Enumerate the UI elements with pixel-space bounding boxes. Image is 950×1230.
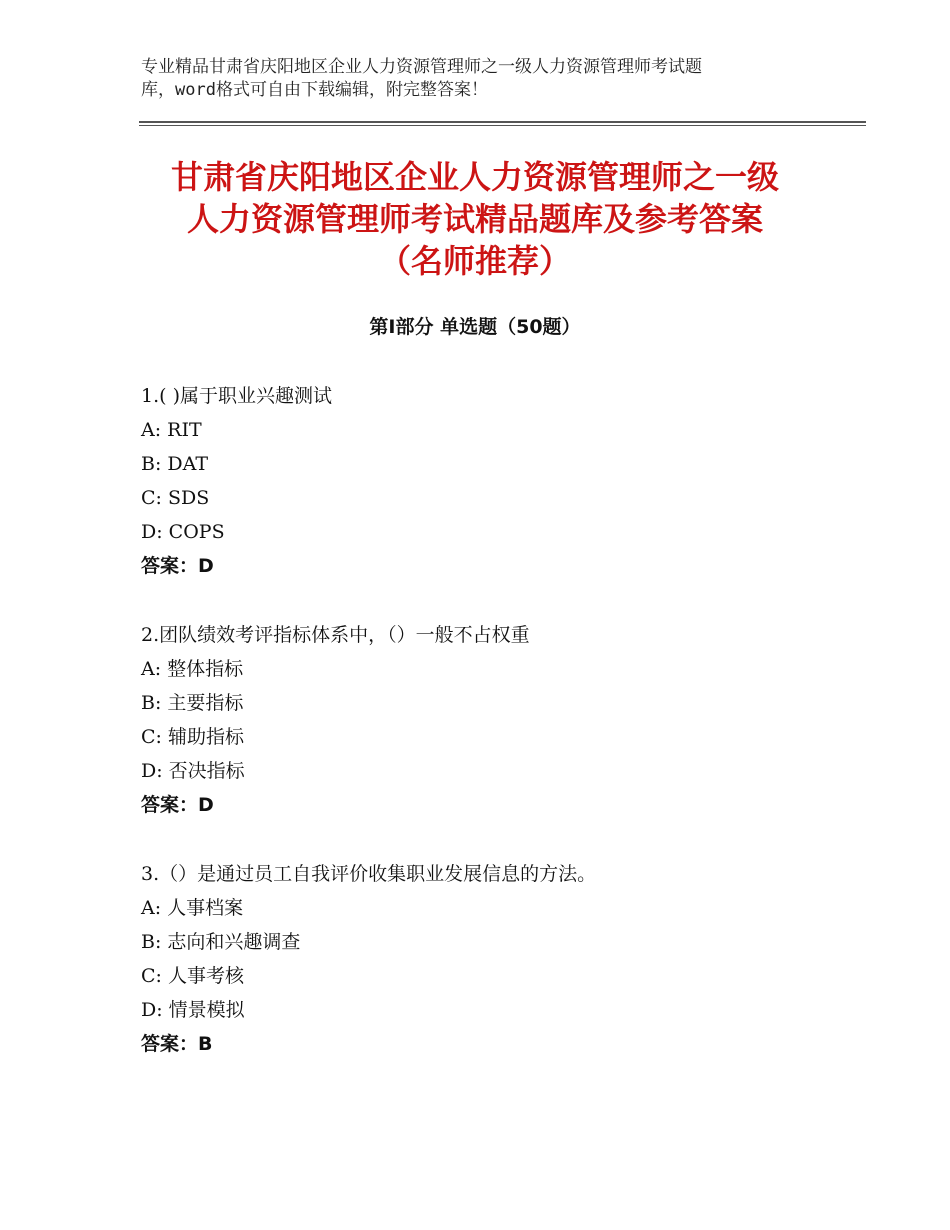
question-text: 3.（）是通过员工自我评价收集职业发展信息的方法。 — [141, 863, 597, 885]
title-line-2: 人力资源管理师考试精品题库及参考答案 — [186, 200, 763, 238]
title-line-1: 甘肃省庆阳地区企业人力资源管理师之一级 — [170, 158, 779, 196]
question-3 — [141, 857, 841, 1061]
section-heading: 第Ⅰ部分 单选题（50题） — [369, 316, 581, 338]
header-divider-thick — [139, 121, 866, 123]
option-b: B: 主要指标 — [141, 692, 244, 714]
answer: 答案：B — [141, 1033, 213, 1055]
option-a: A: 整体指标 — [141, 658, 244, 680]
option-d: D: 情景模拟 — [141, 999, 245, 1021]
option-a: A: 人事档案 — [141, 897, 244, 919]
option-a: A: RIT — [141, 419, 202, 441]
header-note-line-2: 库，word格式可自由下载编辑，附完整答案！ — [141, 80, 488, 100]
option-b: B: DAT — [141, 453, 208, 475]
option-c: C: 人事考核 — [141, 965, 244, 987]
option-c: C: SDS — [141, 487, 210, 509]
answer: 答案：D — [141, 794, 214, 816]
option-d: D: 否决指标 — [141, 760, 245, 782]
question-2 — [141, 618, 841, 822]
option-c: C: 辅助指标 — [141, 726, 244, 748]
question-text: 2.团队绩效考评指标体系中，（）一般不占权重 — [141, 624, 530, 646]
header-note — [141, 56, 801, 102]
answer: 答案：D — [141, 555, 214, 577]
question-1 — [141, 379, 841, 583]
option-b: B: 志向和兴趣调查 — [141, 931, 301, 953]
header-note-line-1: 专业精品甘肃省庆阳地区企业人力资源管理师之一级人力资源管理师考试题 — [141, 57, 702, 77]
question-text: 1.( )属于职业兴趣测试 — [141, 385, 332, 407]
title-line-3: （名师推荐） — [378, 242, 571, 280]
header-divider-thin — [139, 125, 866, 126]
document-title — [100, 156, 850, 282]
option-d: D: COPS — [141, 521, 225, 543]
